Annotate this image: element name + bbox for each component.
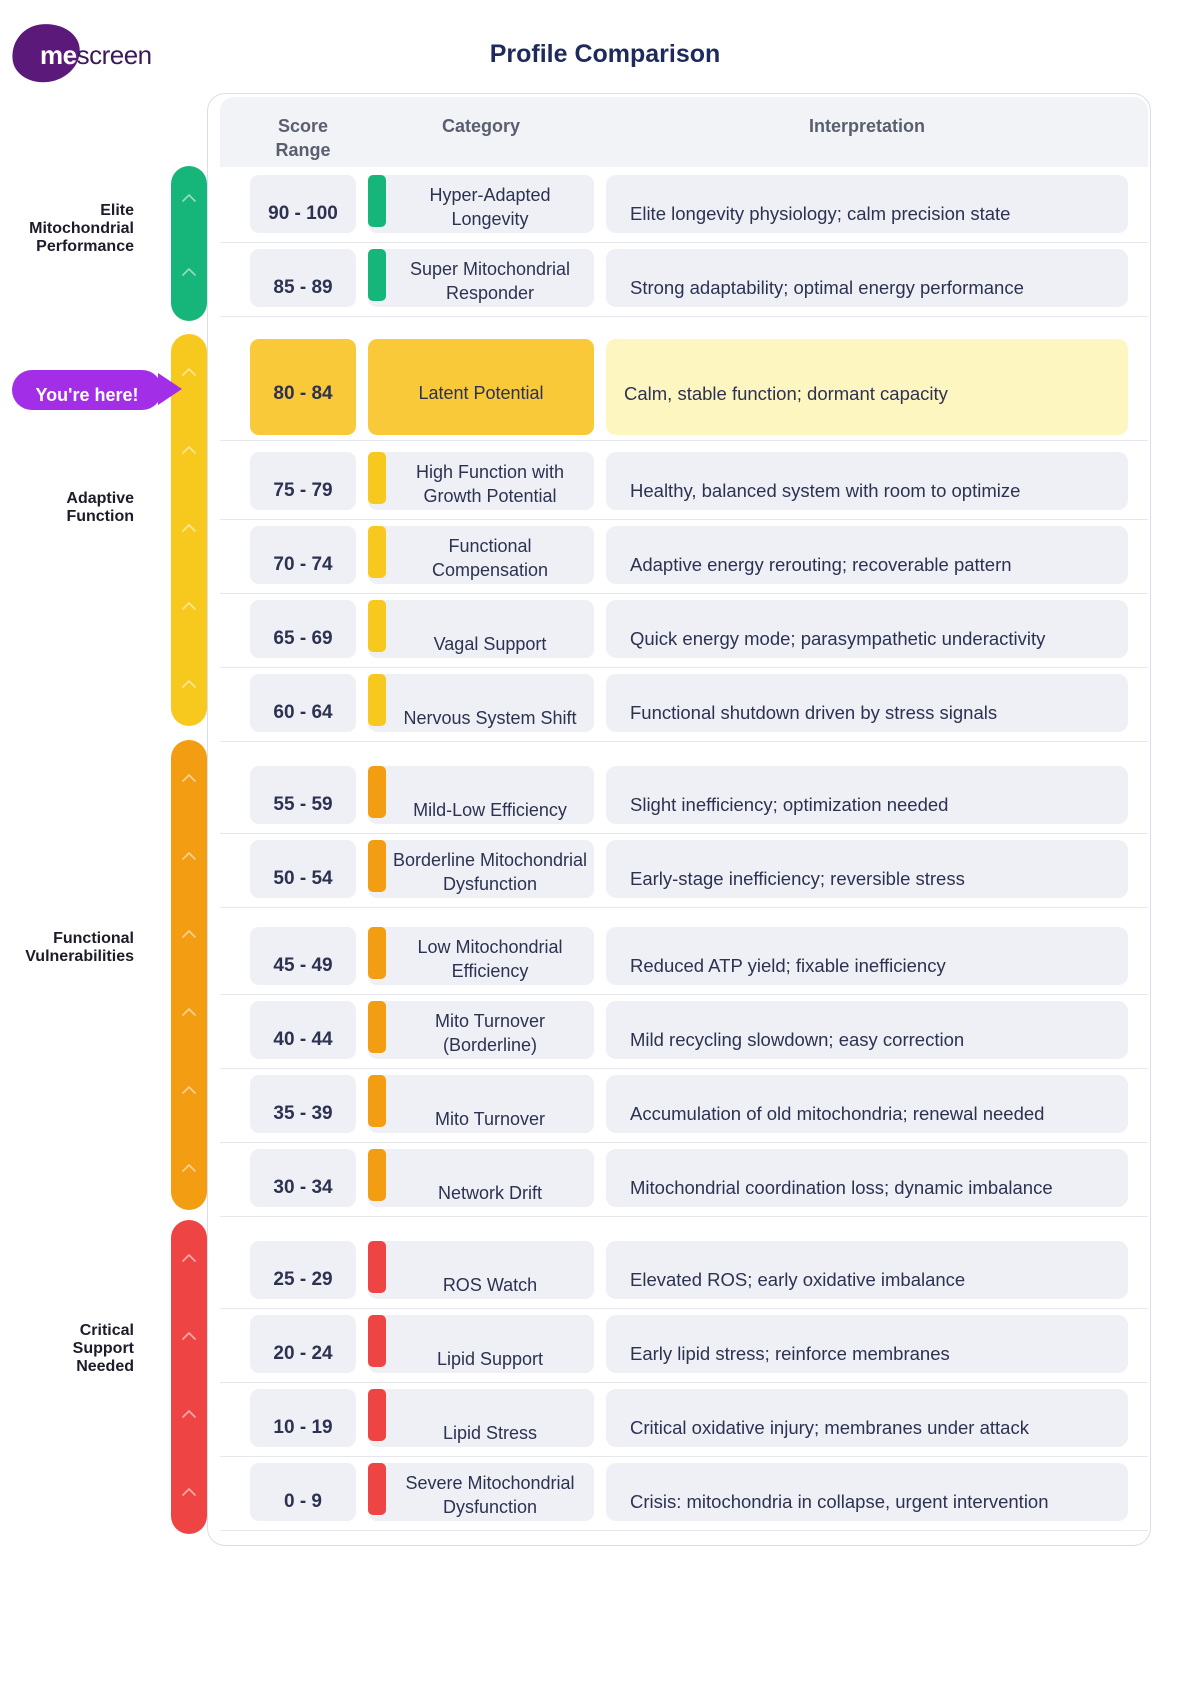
interpretation-text: Adaptive energy rerouting; recoverable pattern — [606, 526, 1128, 584]
category-cell — [368, 339, 594, 435]
group-label-adaptive — [66, 490, 134, 526]
score-range: 30 - 34 — [250, 1149, 356, 1207]
score-range: 85 - 89 — [250, 249, 356, 307]
category-label: Vagal Support — [433, 634, 547, 654]
interpretation-text: Functional shutdown driven by stress signals — [606, 674, 1128, 732]
category-color-marker — [368, 175, 386, 227]
chevron-up-icon — [179, 1482, 199, 1502]
score-range: 55 - 59 — [250, 766, 356, 824]
group-label-line: Critical — [79, 1322, 134, 1339]
group-label-elite — [29, 202, 134, 256]
row-divider — [220, 1530, 1148, 1531]
score-range: 50 - 54 — [250, 840, 356, 898]
score-range: 20 - 24 — [250, 1315, 356, 1373]
score-range: 40 - 44 — [250, 1001, 356, 1059]
table-row — [220, 1235, 1148, 1309]
category-cell — [368, 927, 594, 985]
level-bar-vulnerabilities — [171, 740, 207, 1210]
category-color-marker — [368, 1149, 386, 1201]
interpretation-text: Critical oxidative injury; membranes under attack — [606, 1389, 1128, 1447]
table-row — [220, 1309, 1148, 1383]
table-row — [220, 169, 1148, 243]
category-cell — [368, 526, 594, 584]
interpretation-text: Calm, stable function; dormant capacity — [606, 339, 1128, 435]
table-row — [220, 331, 1148, 441]
level-bar-elite — [171, 166, 207, 321]
group-label-line: Function — [66, 508, 134, 525]
chevron-up-icon — [179, 1080, 199, 1100]
category-label: Functional Compensation — [431, 536, 549, 580]
level-bar-critical — [171, 1220, 207, 1534]
logo-wordmark: mescreen — [40, 40, 152, 70]
category-label: ROS Watch — [442, 1275, 538, 1295]
category-cell — [368, 1463, 594, 1521]
pointer-arrow-icon — [158, 373, 182, 405]
category-color-marker — [368, 674, 386, 726]
group-label-line: Support — [72, 1340, 134, 1357]
row-divider — [220, 907, 1148, 908]
category-label: Super Mitochondrial Responder — [409, 259, 571, 303]
chevron-up-icon — [179, 362, 199, 382]
interpretation-text: Reduced ATP yield; fixable inefficiency — [606, 927, 1128, 985]
chevron-up-icon — [179, 846, 199, 866]
interpretation-text: Accumulation of old mitochondria; renewal needed — [606, 1075, 1128, 1133]
group-label-line: Needed — [76, 1358, 134, 1375]
chevron-up-icon — [179, 440, 199, 460]
category-color-marker — [368, 1389, 386, 1441]
score-range: 25 - 29 — [250, 1241, 356, 1299]
category-label: Mito Turnover (Borderline) — [434, 1011, 546, 1055]
chevron-up-icon — [179, 674, 199, 694]
chevron-up-icon — [179, 262, 199, 282]
category-color-marker — [368, 452, 386, 504]
chevron-up-icon — [179, 596, 199, 616]
interpretation-text: Mild recycling slowdown; easy correction — [606, 1001, 1128, 1059]
category-cell — [368, 600, 594, 658]
category-label: Network Drift — [437, 1183, 542, 1203]
score-range: 75 - 79 — [250, 452, 356, 510]
category-color-marker — [368, 1463, 386, 1515]
interpretation-text: Early lipid stress; reinforce membranes — [606, 1315, 1128, 1373]
row-divider — [220, 741, 1148, 742]
chevron-up-icon — [179, 1326, 199, 1346]
category-cell — [368, 249, 594, 307]
row-divider — [220, 440, 1148, 441]
table-row — [220, 1069, 1148, 1143]
group-label-line: Elite — [100, 202, 134, 219]
category-cell — [368, 1075, 594, 1133]
score-range: 10 - 19 — [250, 1389, 356, 1447]
category-cell — [368, 1315, 594, 1373]
score-range: 0 - 9 — [250, 1463, 356, 1521]
score-range: 65 - 69 — [250, 600, 356, 658]
chevron-up-icon — [179, 924, 199, 944]
table-row — [220, 1383, 1148, 1457]
table-row — [220, 1457, 1148, 1531]
score-range: 60 - 64 — [250, 674, 356, 732]
score-range: 70 - 74 — [250, 526, 356, 584]
interpretation-text: Early-stage inefficiency; reversible stress — [606, 840, 1128, 898]
interpretation-text: Elevated ROS; early oxidative imbalance — [606, 1241, 1128, 1299]
category-color-marker — [368, 927, 386, 979]
row-divider — [220, 1216, 1148, 1217]
category-cell — [368, 1389, 594, 1447]
interpretation-text: Elite longevity physiology; calm precision state — [606, 175, 1128, 233]
chevron-up-icon — [179, 768, 199, 788]
category-color-marker — [368, 1315, 386, 1367]
chevron-up-icon — [179, 1002, 199, 1022]
category-color-marker — [368, 600, 386, 652]
category-cell — [368, 1149, 594, 1207]
category-label: Nervous System Shift — [403, 708, 577, 728]
category-cell — [368, 452, 594, 510]
category-cell — [368, 1241, 594, 1299]
category-label: Mito Turnover — [434, 1109, 546, 1129]
category-cell — [368, 674, 594, 732]
group-label-line: Vulnerabilities — [25, 948, 134, 965]
mescreen-logo — [12, 24, 172, 84]
table-row — [220, 995, 1148, 1069]
chevron-up-icon — [179, 1248, 199, 1268]
group-label-critical — [73, 1322, 134, 1376]
table-row — [220, 243, 1148, 317]
score-range: 35 - 39 — [250, 1075, 356, 1133]
category-cell — [368, 766, 594, 824]
category-label: Lipid Support — [436, 1349, 544, 1369]
interpretation-text: Slight inefficiency; optimization needed — [606, 766, 1128, 824]
category-color-marker — [368, 1075, 386, 1127]
category-color-marker — [368, 1241, 386, 1293]
column-header-score: Score Range — [275, 116, 331, 160]
category-cell — [368, 840, 594, 898]
table-row — [220, 760, 1148, 834]
category-color-marker — [368, 766, 386, 818]
table-row — [220, 446, 1148, 520]
table-row — [220, 520, 1148, 594]
column-header-interpretation: Interpretation — [808, 116, 925, 136]
score-range: 45 - 49 — [250, 927, 356, 985]
row-divider — [220, 316, 1148, 317]
category-label: Latent Potential — [418, 383, 544, 403]
group-label-vulnerabilities — [25, 930, 134, 966]
column-header-category: Category — [441, 116, 521, 136]
group-label-line: Functional — [53, 930, 134, 947]
table-row — [220, 834, 1148, 908]
interpretation-text: Mitochondrial coordination loss; dynamic imbalance — [606, 1149, 1128, 1207]
interpretation-text: Healthy, balanced system with room to optimize — [606, 452, 1128, 510]
chevron-up-icon — [179, 518, 199, 538]
category-label: Low Mitochondrial Efficiency — [417, 937, 563, 981]
chevron-up-icon — [179, 1158, 199, 1178]
interpretation-text: Quick energy mode; parasympathetic underactivity — [606, 600, 1128, 658]
score-range: 80 - 84 — [250, 339, 356, 435]
category-label: Mild-Low Efficiency — [413, 800, 567, 820]
category-cell — [368, 175, 594, 233]
category-cell — [368, 1001, 594, 1059]
group-label-line: Mitochondrial — [29, 220, 134, 237]
category-color-marker — [368, 249, 386, 301]
category-color-marker — [368, 526, 386, 578]
category-color-marker — [368, 840, 386, 892]
table-row — [220, 921, 1148, 995]
category-label: Severe Mitochondrial Dysfunction — [405, 1473, 575, 1517]
table-row — [220, 1143, 1148, 1217]
group-label-line: Adaptive — [66, 490, 134, 507]
category-label: Lipid Stress — [442, 1423, 538, 1443]
page-title: Profile Comparison — [489, 40, 721, 68]
category-color-marker — [368, 1001, 386, 1053]
chevron-up-icon — [179, 1404, 199, 1424]
table-row — [220, 594, 1148, 668]
chevron-up-icon — [179, 188, 199, 208]
group-label-line: Performance — [36, 238, 134, 255]
category-label: Borderline Mitochondrial Dysfunction — [392, 850, 588, 894]
score-range: 90 - 100 — [250, 175, 356, 233]
table-row — [220, 668, 1148, 742]
category-label: Hyper-Adapted Longevity — [429, 185, 551, 229]
category-label: High Function with Growth Potential — [415, 462, 565, 506]
you-are-here-badge: You're here! — [12, 370, 162, 410]
interpretation-text: Crisis: mitochondria in collapse, urgent intervention — [606, 1463, 1128, 1521]
interpretation-text: Strong adaptability; optimal energy performance — [606, 249, 1128, 307]
